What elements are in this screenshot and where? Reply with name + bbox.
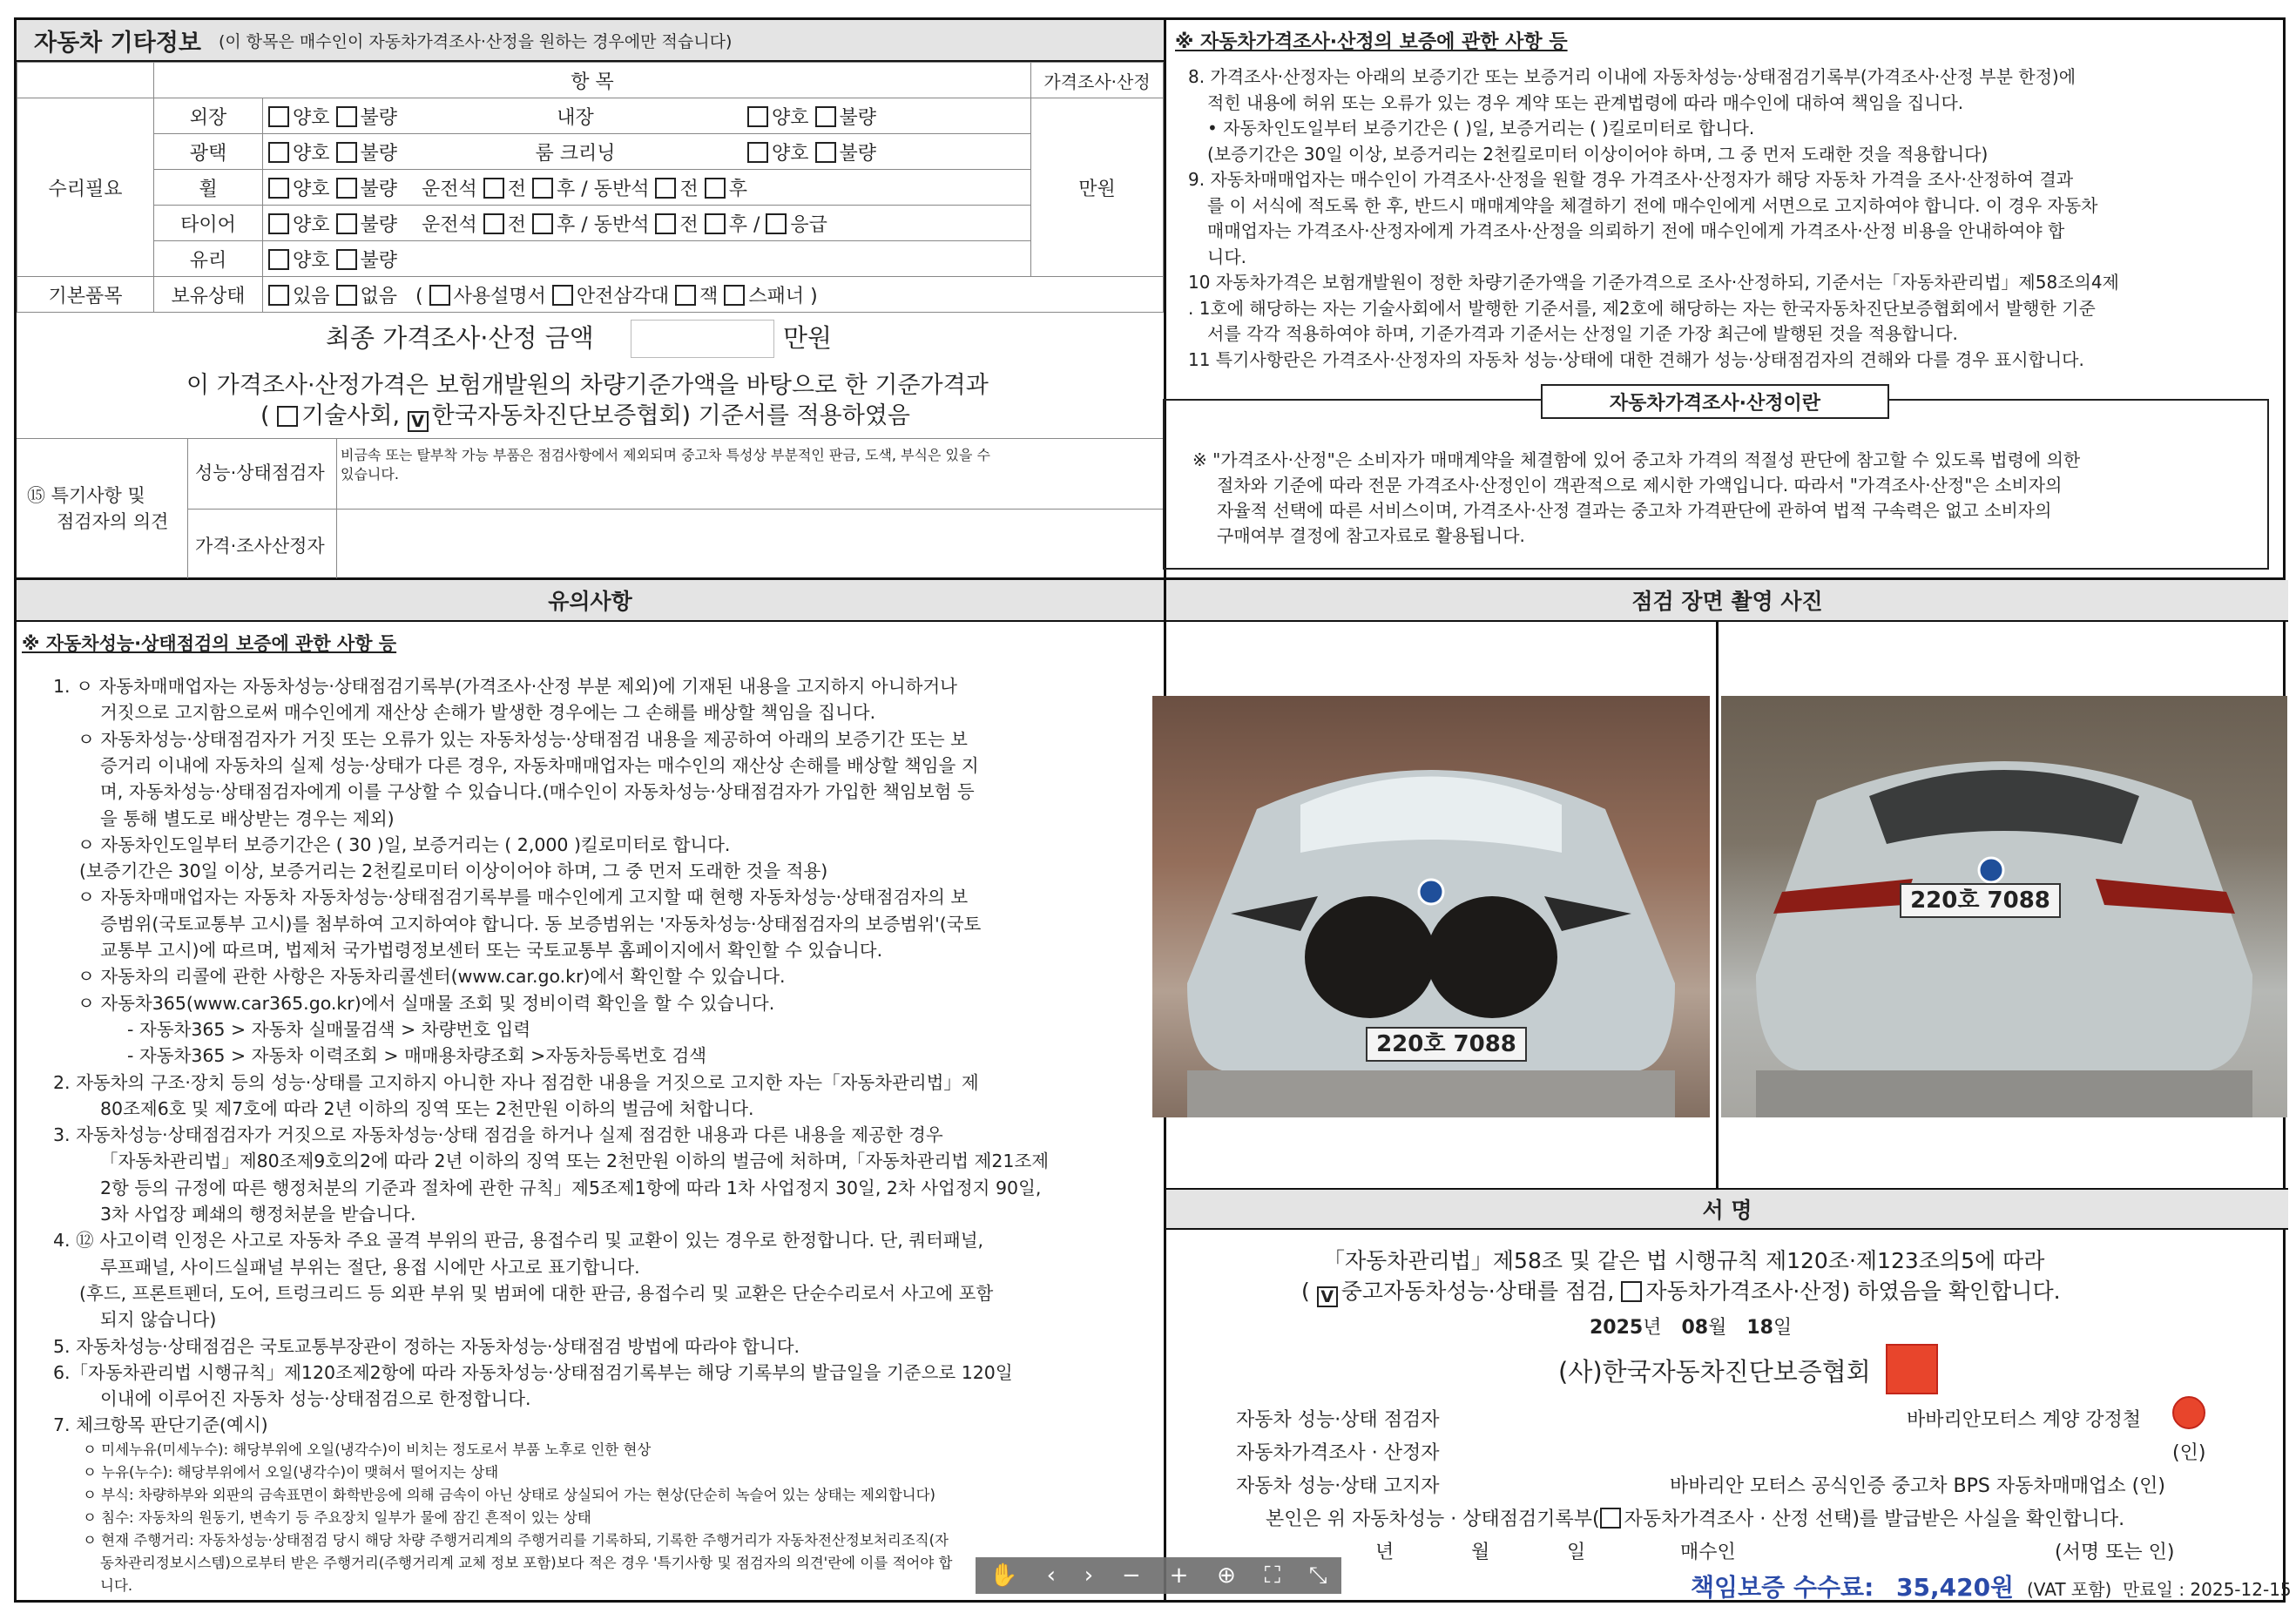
driver-label: 운전석 [422, 178, 477, 200]
month: 08 [1681, 1317, 1709, 1339]
inspector-seal [2172, 1396, 2205, 1429]
viewer-toolbar [976, 1557, 1341, 1594]
row-label: 외장 [154, 98, 263, 134]
checkbox[interactable] [747, 142, 768, 163]
sig-date [1590, 1313, 1792, 1340]
inspector-note2: 있습니다. [341, 466, 399, 483]
row-label2: 룸 크리닝 [535, 142, 616, 165]
text-line: ㅇ 미세누유(미세누수): 해당부위에 오일(냉각수)이 비치는 정도로서 부품 노후로 인한 현상 [83, 1441, 652, 1458]
checkbox[interactable] [815, 106, 836, 127]
shrink-icon[interactable]: ⤡ [1308, 1562, 1327, 1589]
checkbox[interactable] [336, 285, 357, 306]
text-line: ㅇ 자동차성능·상태점검자가 거짓 또는 오류가 있는 자동차성능·상태점검 내용을 제공하여 아래의 보증기간 또는 보 [78, 728, 968, 750]
checkbox[interactable] [705, 178, 726, 199]
checkbox-checked[interactable]: V [1317, 1286, 1338, 1307]
misc-table: 항 목 가격조사·산정 수리필요 외장 양호 불량 내장 양호 불량 만원 광택 양호 불량 룸 크리닝 양호 불량 휠 양호 불량 운전석 전 후 / 동반석 전 후 타이어 양호 불량 운전석 전 후 / 동반석 전 후 / 응급 유리 양호 불량 기본품목 보유상태 있음 없음 ( 사용설명서 안전삼각대 잭 스패너 ) [17, 62, 1164, 313]
text-line: 루프패널, 사이드실패널 부위는 절단, 용접 시에만 사고로 표기합니다. [100, 1256, 640, 1278]
checkbox[interactable] [336, 213, 357, 234]
row-label: 유리 [154, 241, 263, 277]
text-line: ㅇ 누유(누수): 해당부위에서 오일(냉각수)이 맺혀서 떨어지는 상태 [83, 1464, 499, 1481]
org-name: (사)한국자동차진단보증협회 [1558, 1357, 1871, 1387]
sign-or-seal: (서명 또는 인) [2055, 1542, 2175, 1563]
text-line: 구매여부 결정에 참고자료로 활용됩니다. [1217, 525, 1525, 546]
text-line: 되지 않습니다) [100, 1309, 217, 1331]
checkbox[interactable] [532, 213, 553, 234]
text-line: (보증기간은 30일 이상, 보증거리는 2천킬로미터 이상이어야 하며, 그 중 먼저 도래한 것을 적용합니다) [1207, 143, 1989, 165]
checkbox[interactable] [268, 106, 289, 127]
year-label: 년 [1643, 1317, 1662, 1339]
text-line: 니다. [100, 1577, 133, 1594]
text-line: ㅇ 자동차365(www.car365.go.kr)에서 실매물 조회 및 정비이력 확인을 할 수 있습니다. [78, 992, 775, 1014]
date-year-label: 년 [1375, 1542, 1394, 1563]
confirm-text: 본인은 위 자동차성능 · 상태점검기록부( [1266, 1508, 1600, 1530]
opt-label: 양호 [772, 142, 809, 165]
checkbox[interactable] [675, 285, 696, 306]
year: 2025 [1590, 1317, 1644, 1339]
misc-header [17, 20, 1164, 62]
text-line: 자율적 선택에 따른 서비스이며, 가격조사·산정 결과는 중고차 가격판단에 관하여 법적 구속력은 없고 소비자의 [1217, 500, 2052, 521]
inspector-note: 비금속 또는 탈부착 가능 부품은 점검사항에서 제외되며 중고차 특성상 부분적인 판금, 도색, 부식은 있을 수 [341, 447, 990, 463]
notes-header: 유의사항 [17, 580, 1164, 622]
text-line: - 자동차365 > 자동차 실매물검색 > 차량번호 입력 [127, 1018, 531, 1040]
checkbox[interactable] [268, 249, 289, 270]
text-line: 80조제6호 및 제7호에 따라 2년 이하의 징역 또는 2천만원 이하의 벌금에 처합니다. [100, 1097, 754, 1119]
photos-header: 점검 장면 촬영 사진 [1166, 580, 2288, 622]
r1-label: 자동차 성능·상태 점검자 [1236, 1409, 1440, 1431]
fee-value: 35,420원 [1896, 1573, 2015, 1602]
text-line: 서를 각각 적용하여야 하며, 기준가격과 기준서는 산정일 기준 가장 최근에 발행된 것을 적용합니다. [1207, 323, 1958, 344]
text-line: 6.「자동차관리법 시행규칙」제120조제2항에 따라 자동차성능·상태점검기록부는 해당 기록부의 발급일을 기준으로 120일 [53, 1361, 1013, 1383]
checkbox[interactable] [429, 285, 450, 306]
fit-page-icon[interactable]: ⊕ [1217, 1562, 1236, 1589]
item-label: 안전삼각대 [576, 285, 670, 307]
row-label2: 내장 [557, 106, 594, 129]
basis-line1: 이 가격조사·산정가격은 보험개발원의 차량기준가액을 바탕으로 한 기준가격과 [186, 372, 989, 399]
notes-subtitle: ※ 자동차성능·상태점검의 보증에 관한 사항 등 [22, 633, 397, 654]
row-label: 휠 [154, 170, 263, 206]
text-line: 10 자동차가격은 보험개발원이 정한 차량기준가액을 기준가격으로 조사·산정하되, 기준서는「자동차관리법」제58조의4제 [1188, 272, 2119, 293]
item-label: 사용설명서 [453, 285, 546, 307]
no-label: 없음 [360, 285, 398, 307]
checkbox[interactable] [724, 285, 745, 306]
next-page-icon[interactable]: › [1084, 1562, 1094, 1589]
text-line: 4. ⑫ 사고이력 인정은 사고로 자동차 주요 골격 부위의 판금, 용접수리 및 교환이 있는 경우로 한정합니다. 단, 쿼터패널, [53, 1230, 984, 1252]
text-line: ㅇ 자동차매매업자는 자동차 자동차성능·상태점검기록부를 매수인에게 고지할 때 현행 자동차성능·상태점검자의 보 [78, 887, 969, 908]
opt-label: 불량 [360, 213, 398, 236]
text-line: . 1호에 해당하는 자는 기술사회에서 발행한 기준서를, 제2호에 해당하는 자는 한국자동차진단보증협회에서 발행한 기준 [1188, 297, 2096, 319]
text-line: 매매업자는 가격조사·산정자에게 가격조사·산정을 의뢰하기 전에 매수인에게 가격조사·산정 비용을 안내하여야 합 [1207, 220, 2065, 241]
text-line: 이내에 이루어진 자동차 성능·상태점검으로 한정합니다. [100, 1388, 531, 1410]
r3-value: 바바리안 모터스 공식인증 중고차 BPS 자동차매매업소 (인) [1670, 1475, 2165, 1497]
text-line: 증범위(국토교통부 고시)를 첨부하여 고지하여야 합니다. 동 보증범위는 '자동차성능·상태점검자의 보증범위'(국토 [100, 913, 982, 935]
checkbox[interactable] [1600, 1508, 1621, 1529]
checkbox-checked[interactable]: V [408, 411, 429, 432]
special-label1: ⑮ 특기사항 및 [27, 485, 145, 506]
org-seal [1886, 1344, 1938, 1394]
sig-opt2: 자동차가격조사·산정) 하였음을 확인합니다. [1645, 1279, 2061, 1304]
col-price: 가격조사·산정 [1031, 63, 1164, 98]
checkbox[interactable] [268, 285, 289, 306]
rear-photo [1721, 696, 2287, 1117]
confirm-text2: 자동차가격조사 · 산정 선택)를 발급받은 사실을 확인합니다. [1624, 1508, 2125, 1530]
basis-line2: ( 기술사회, V 한국자동차진단보증협회) 기준서를 적용하였음 [260, 402, 910, 431]
text-line: 니다. [1207, 246, 1246, 267]
text-line: • 자동차인도일부터 보증기간은 ( )일, 보증거리는 ( )킬로미터로 합니다. [1207, 118, 1755, 138]
date-month-label: 월 [1471, 1542, 1490, 1563]
front-label: 전 [679, 213, 699, 236]
text-line: 을 통해 별도로 배상받는 경우는 제외) [100, 807, 395, 829]
text-line: 3차 사업장 폐쇄의 행정처분을 받습니다. [100, 1204, 416, 1225]
opt-label: 양호 [293, 178, 330, 200]
basic-label: 기본품목 [17, 277, 154, 313]
day: 18 [1746, 1317, 1773, 1339]
own-label: 보유상태 [154, 277, 263, 313]
text-line: 11 특기사항란은 가격조사·산정자의 자동차 성능·상태에 대한 견해가 성능·상태점검자의 견해와 다를 경우 표시합니다. [1188, 348, 2084, 370]
checkbox[interactable] [655, 178, 676, 199]
rear-plate: 220호 7088 [1900, 883, 2061, 918]
row-label: 타이어 [154, 206, 263, 241]
checkbox[interactable] [336, 178, 357, 199]
price-box-title: 자동차가격조사·산정이란 [1541, 384, 1889, 419]
rear-label: 후 / 동반석 [557, 213, 650, 236]
basis-opt1: 기술사회, [301, 402, 401, 429]
opt-label: 불량 [360, 142, 398, 165]
opt-label: 불량 [360, 178, 398, 200]
checkbox[interactable] [705, 213, 726, 234]
sig-line1: 「자동차관리법」제58조 및 같은 법 시행규칙 제120조·제123조의5에 따라 [1323, 1248, 2045, 1273]
opt-label: 불량 [839, 106, 877, 129]
month-label: 월 [1708, 1317, 1727, 1339]
checkbox[interactable] [766, 213, 787, 234]
yes-label: 있음 [293, 285, 330, 307]
text-line: 9. 자동차매매업자는 매수인이 가격조사·산정을 원할 경우 가격조사·산정자가 해당 자동차 가격을 조사·산정하여 결과 [1188, 169, 2074, 190]
r1-value: 바바리안모터스 계양 강정철 [1907, 1409, 2142, 1431]
front-label: 전 [507, 213, 527, 236]
text-line: 적힌 내용에 허위 또는 오류가 있는 경우 계약 또는 관계법령에 따라 매수인에 대하여 책임을 집니다. [1207, 91, 1964, 113]
final-unit: 만원 [783, 323, 833, 353]
special-section [17, 438, 1164, 577]
final-amount-input[interactable] [631, 320, 774, 358]
checkbox[interactable] [336, 106, 357, 127]
text-line: 「자동차관리법」제80조제9호의2에 따라 2년 이하의 징역 또는 2천만원 이하의 벌금에 처하며,「자동차관리법 제21조제 [100, 1151, 1050, 1172]
date-day-label: 일 [1567, 1542, 1586, 1563]
checkbox[interactable] [1621, 1281, 1642, 1302]
opt-label: 양호 [293, 106, 330, 129]
basis-end: 기준서를 적용하였음 [698, 402, 910, 429]
text-line: - 자동차365 > 자동차 이력조회 > 매매용차량조회 >자동차등록번호 검색 [127, 1045, 707, 1067]
checkbox[interactable] [655, 213, 676, 234]
checkbox[interactable] [268, 142, 289, 163]
buyer-label: 매수인 [1680, 1542, 1736, 1563]
basis-opt2: 한국자동차진단보증협회) [431, 402, 692, 429]
text-line: 5. 자동차성능·상태점검은 국토교통부장관이 정하는 자동차성능·상태점검 방법에 따라야 합니다. [53, 1335, 800, 1357]
checkbox[interactable] [336, 249, 357, 270]
front-label: 전 [507, 178, 527, 200]
checkbox[interactable] [277, 406, 298, 427]
final-label: 최종 가격조사·산정 금액 [326, 323, 594, 353]
price-unit: 만원 [1031, 98, 1164, 277]
text-line: 2. 자동차의 구조·장치 등의 성능·상태를 고지하지 아니한 자나 점검한 내용을 거짓으로 고지한 자는「자동차관리법」제 [53, 1071, 979, 1093]
r3-label: 자동차 성능·상태 고지자 [1236, 1475, 1440, 1497]
vat-note: (VAT 포함) [2027, 1579, 2112, 1600]
text-line: 8. 가격조사·산정자는 아래의 보증기간 또는 보증거리 이내에 자동차성능·상태점검기록부(가격조사·산정 부분 한정)에 [1188, 66, 2077, 87]
text-line: (후드, 프론트펜더, 도어, 트렁크리드 등 외판 부위 및 범퍼에 대한 판금, 용접수리 및 교환은 단순수리로서 사고에 포함 [79, 1282, 994, 1304]
r2-label: 자동차가격조사 · 산정자 [1236, 1442, 1440, 1464]
text-line: 며, 자동차성능·상태점검자에게 이를 구상할 수 있습니다.(매수인이 자동차성능·상태점검자가 가입한 책임보험 등 [100, 781, 975, 803]
item-label: 잭 [699, 285, 719, 307]
text-line: 거짓으로 고지함으로써 매수인에게 재산상 손해가 발생한 경우에는 그 손해를 배상할 책임을 집니다. [100, 702, 876, 724]
checkbox[interactable] [483, 178, 504, 199]
appraiser-label: 가격·조사산정자 [195, 536, 325, 557]
photo-divider [1716, 622, 1719, 1188]
opt-label: 양호 [293, 213, 330, 236]
text-line: ㅇ 침수: 자동차의 원동기, 변속기 등 주요장치 일부가 물에 잠긴 흔적이 있는 상태 [83, 1509, 591, 1526]
fee-label: 책임보증 수수료: [1691, 1573, 1874, 1602]
checkbox[interactable] [815, 142, 836, 163]
document-frame [14, 17, 2292, 1603]
item-label: 스패너 [748, 285, 805, 307]
opt-label: 불량 [360, 249, 398, 272]
front-label: 전 [679, 178, 699, 200]
text-line: 절차와 기준에 따라 전문 가격조사·산정인이 객관적으로 제시한 가액입니다. 따라서 "가격조사·산정"은 소비자의 [1217, 475, 2063, 496]
checkbox[interactable] [268, 178, 289, 199]
text-line: 증거리 이내에 자동차의 실제 성능·상태가 다른 경우, 자동차매매업자는 매수인의 재산상 손해를 배상할 책임을 지 [100, 754, 979, 776]
text-line: 1. ㅇ 자동차매매업자는 자동차성능·상태점검기록부(가격조사·산정 부분 제외)에 기재된 내용을 고지하지 아니하거나 [53, 676, 957, 697]
row-label: 광택 [154, 134, 263, 170]
text-line: 교통부 고시)에 따르며, 법제처 국가법령정보센터 또는 국토교통부 홈페이지에서 확인할 수 있습니다. [100, 940, 883, 961]
text-line: ㅇ 부식: 차량하부와 외판의 금속표면이 화학반응에 의해 금속이 아닌 상태로 상실되어 가는 현상(단순히 녹슬어 있는 상태는 제외합니다) [83, 1487, 935, 1503]
rear-label: 후 / 동반석 [557, 178, 650, 200]
fullscreen-icon[interactable]: ⛶ [1264, 1562, 1280, 1589]
checkbox[interactable] [268, 213, 289, 234]
text-line: 7. 체크항목 판단기준(예시) [53, 1414, 268, 1436]
zoom-in-icon[interactable]: + [1169, 1562, 1189, 1589]
checkbox[interactable] [747, 106, 768, 127]
emergency-label: 응급 [790, 213, 827, 236]
sig-line2: ( V 중고자동차성능·상태를 점검, 자동차가격조사·산정) 하였음을 확인합니다. [1301, 1279, 2061, 1306]
hand-tool-icon[interactable]: ✋ [989, 1562, 1018, 1589]
price-warranty-title: ※ 자동차가격조사·산정의 보증에 관한 사항 등 [1175, 31, 1568, 53]
text-line: ㅇ 현재 주행거리: 자동차성능·상태점검 당시 해당 차량 주행거리계의 주행거리를 기록하되, 기록한 주행거리가 자동차전산정보처리조직(자 [83, 1532, 949, 1549]
text-line: (보증기간은 30일 이상, 보증거리는 2천킬로미터 이상이어야 하며, 그 중 먼저 도래한 것을 적용) [79, 860, 828, 882]
text-line: 2항 등의 규정에 따른 행정처분의 기준과 절차에 관한 규칙」제5조제1항에 따라 1차 사업정지 30일, 2차 사업정지 90일, [100, 1177, 1042, 1198]
prev-page-icon[interactable]: ‹ [1046, 1562, 1056, 1589]
front-plate: 220호 7088 [1366, 1027, 1527, 1062]
text-line: 3. 자동차성능·상태점검자가 거짓으로 자동차성능·상태 점검을 하거나 실제 점검한 내용과 다른 내용을 제공한 경우 [53, 1124, 943, 1146]
zoom-out-icon[interactable]: − [1121, 1562, 1141, 1589]
text-line: ㅇ 자동차의 리콜에 관한 사항은 자동차리콜센터(www.car.go.kr)에서 확인할 수 있습니다. [78, 966, 786, 988]
checkbox[interactable] [552, 285, 573, 306]
front-photo [1152, 696, 1710, 1117]
r2-value: (인) [2172, 1442, 2206, 1464]
text-line: 를 이 서식에 적도록 한 후, 반드시 매매계약을 체결하기 전에 매수인에게 서면으로 고지하여야 합니다. 이 경우 자동차 [1207, 194, 2098, 216]
text-line: ※ "가격조사·산정"은 소비자가 매매계약을 체결함에 있어 중고차 가격의 적절성 판단에 참고할 수 있도록 법령에 의한 [1192, 449, 2081, 470]
opt-label: 불량 [360, 106, 398, 129]
confirm-line [1266, 1504, 2124, 1531]
checkbox[interactable] [532, 178, 553, 199]
driver-label: 운전석 [422, 213, 477, 236]
text-line: 동차관리정보시스템)으로부터 받은 주행거리(주행거리계 교체 정보 포함)보다 적은 경우 '특기사항 및 점검자의 의견'란에 이를 적어야 합 [100, 1555, 953, 1571]
opt-label: 양호 [772, 106, 809, 129]
checkbox[interactable] [336, 142, 357, 163]
sig-opt1: 중고자동차성능·상태를 점검, [1340, 1279, 1615, 1304]
col-item: 항 목 [154, 63, 1031, 98]
opt-label: 양호 [293, 142, 330, 165]
checkbox[interactable] [483, 213, 504, 234]
day-label: 일 [1773, 1317, 1793, 1339]
text-line: ㅇ 자동차인도일부터 보증기간은 ( 30 )일, 보증거리는 ( 2,000 )킬로미터로 합니다. [78, 833, 731, 855]
opt-label: 불량 [839, 142, 877, 165]
opt-label: 양호 [293, 249, 330, 272]
inspector-label: 성능·상태점검자 [195, 462, 325, 483]
expiry: 만료일 : 2025-12-15 [2123, 1579, 2292, 1600]
repair-label: 수리필요 [17, 98, 154, 277]
special-label2: 점검자의 의견 [57, 511, 169, 532]
misc-title: 자동차 기타정보 [34, 29, 201, 57]
signature-header: 서 명 [1166, 1188, 2288, 1230]
misc-note: (이 항목은 매수인이 자동차가격조사·산정을 원하는 경우에만 적습니다) [218, 31, 733, 51]
